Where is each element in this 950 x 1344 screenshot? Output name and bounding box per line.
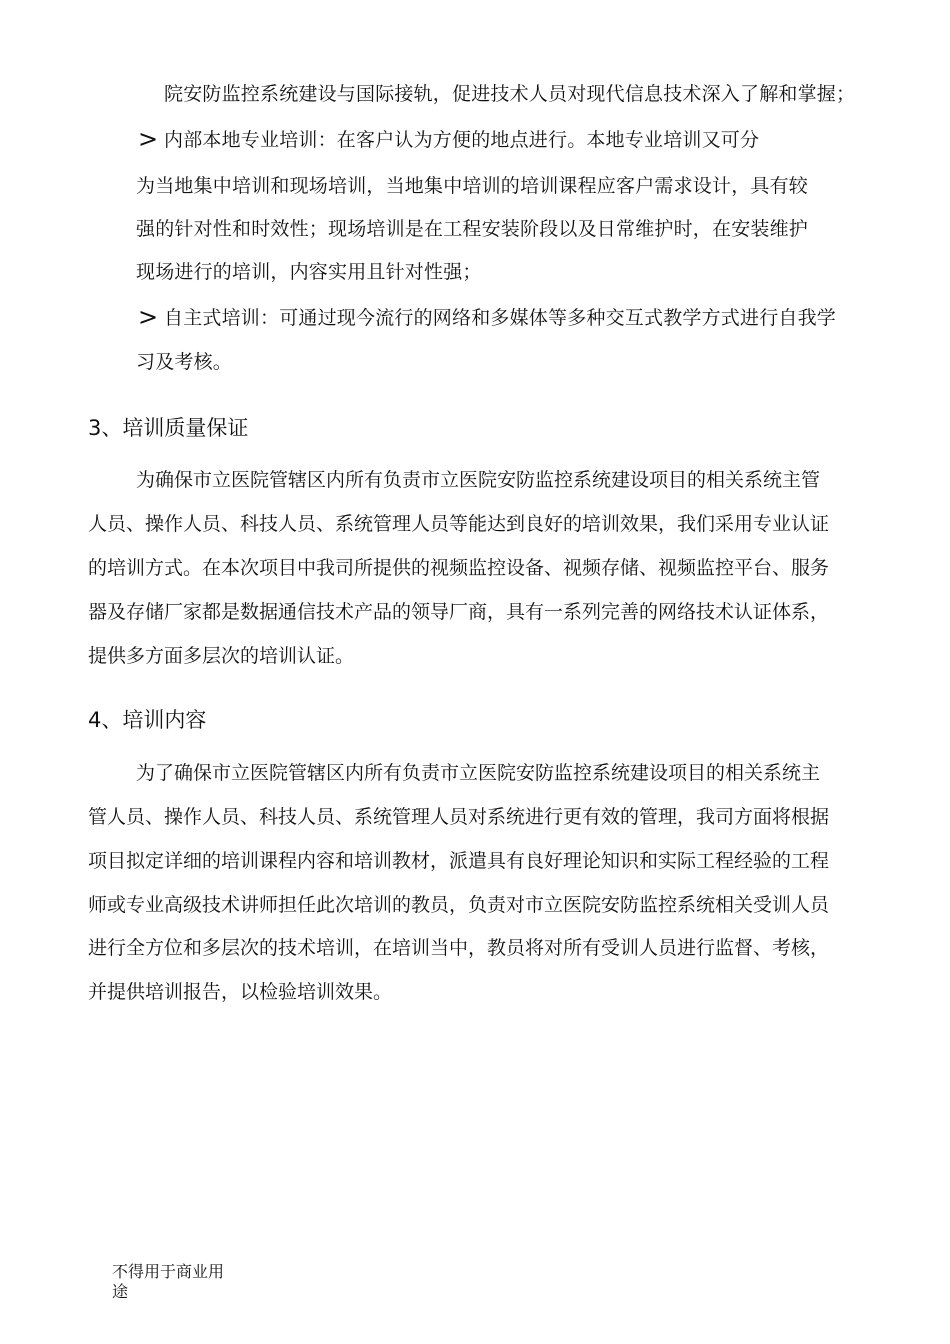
footer-disclaimer [112,1262,242,1302]
list-item-line: 自主式培训：可通过现今流行的网络和多媒体等多种交互式教学方式进行自我学 [164,307,837,329]
paragraph-line: 管人员、操作人员、科技人员、系统管理人员对系统进行更有效的管理，我司方面将根据 [88,806,830,828]
paragraph-line: 项目拟定详细的培训课程内容和培训教材，派遣具有良好理论知识和实际工程经验的工程 [88,850,830,872]
paragraph-line: 人员、操作人员、科技人员、系统管理人员等能达到良好的培训效果，我们采用专业认证 [88,513,830,535]
list-item-line: 现场进行的培训，内容实用且针对性强； [136,261,482,283]
list-item-line: 内部本地专业培训：在客户认为方便的地点进行。本地专业培训又可分 [164,129,760,151]
paragraph-line: 并提供培训报告，以检验培训效果。 [88,981,393,1003]
section-heading: 4、培训内容 [88,708,207,732]
list-item-line: 为当地集中培训和现场培训，当地集中培训的培训课程应客户需求设计，具有较 [136,175,809,197]
paragraph-line: 为了确保市立医院管辖区内所有负责市立医院安防监控系统建设项目的相关系统主 [136,762,821,784]
arrow-bullet-icon: > [138,303,159,331]
list-item [138,125,760,153]
section-heading: 3、培训质量保证 [88,416,249,440]
list-item-line: 强的针对性和时效性；现场培训是在工程安装阶段以及日常维护时，在安装维护 [136,218,809,240]
paragraph-line: 进行全方位和多层次的技术培训，在培训当中，教员将对所有受训人员进行监督、考核， [88,937,830,959]
paragraph-line: 提供多方面多层次的培训认证。 [88,645,355,667]
paragraph-line: 的培训方式。在本次项目中我司所提供的视频监控设备、视频存储、视频监控平台、服务 [88,557,830,579]
paragraph-line: 器及存储厂家都是数据通信技术产品的领导厂商，具有一系列完善的网络技术认证体系， [88,601,830,623]
list-continuation-line: 院安防监控系统建设与国际接轨，促进技术人员对现代信息技术深入了解和掌握； [164,83,856,105]
footer-line: 不得用于商业用 [112,1262,225,1281]
list-item [138,303,837,331]
arrow-bullet-icon: > [138,125,159,153]
list-item-line: 习及考核。 [136,351,233,373]
paragraph-line: 师或专业高级技术讲师担任此次培训的教员，负责对市立医院安防监控系统相关受训人员 [88,894,830,916]
paragraph-line: 为确保市立医院管辖区内所有负责市立医院安防监控系统建设项目的相关系统主管 [136,469,821,491]
footer-line: 途 [112,1282,129,1301]
